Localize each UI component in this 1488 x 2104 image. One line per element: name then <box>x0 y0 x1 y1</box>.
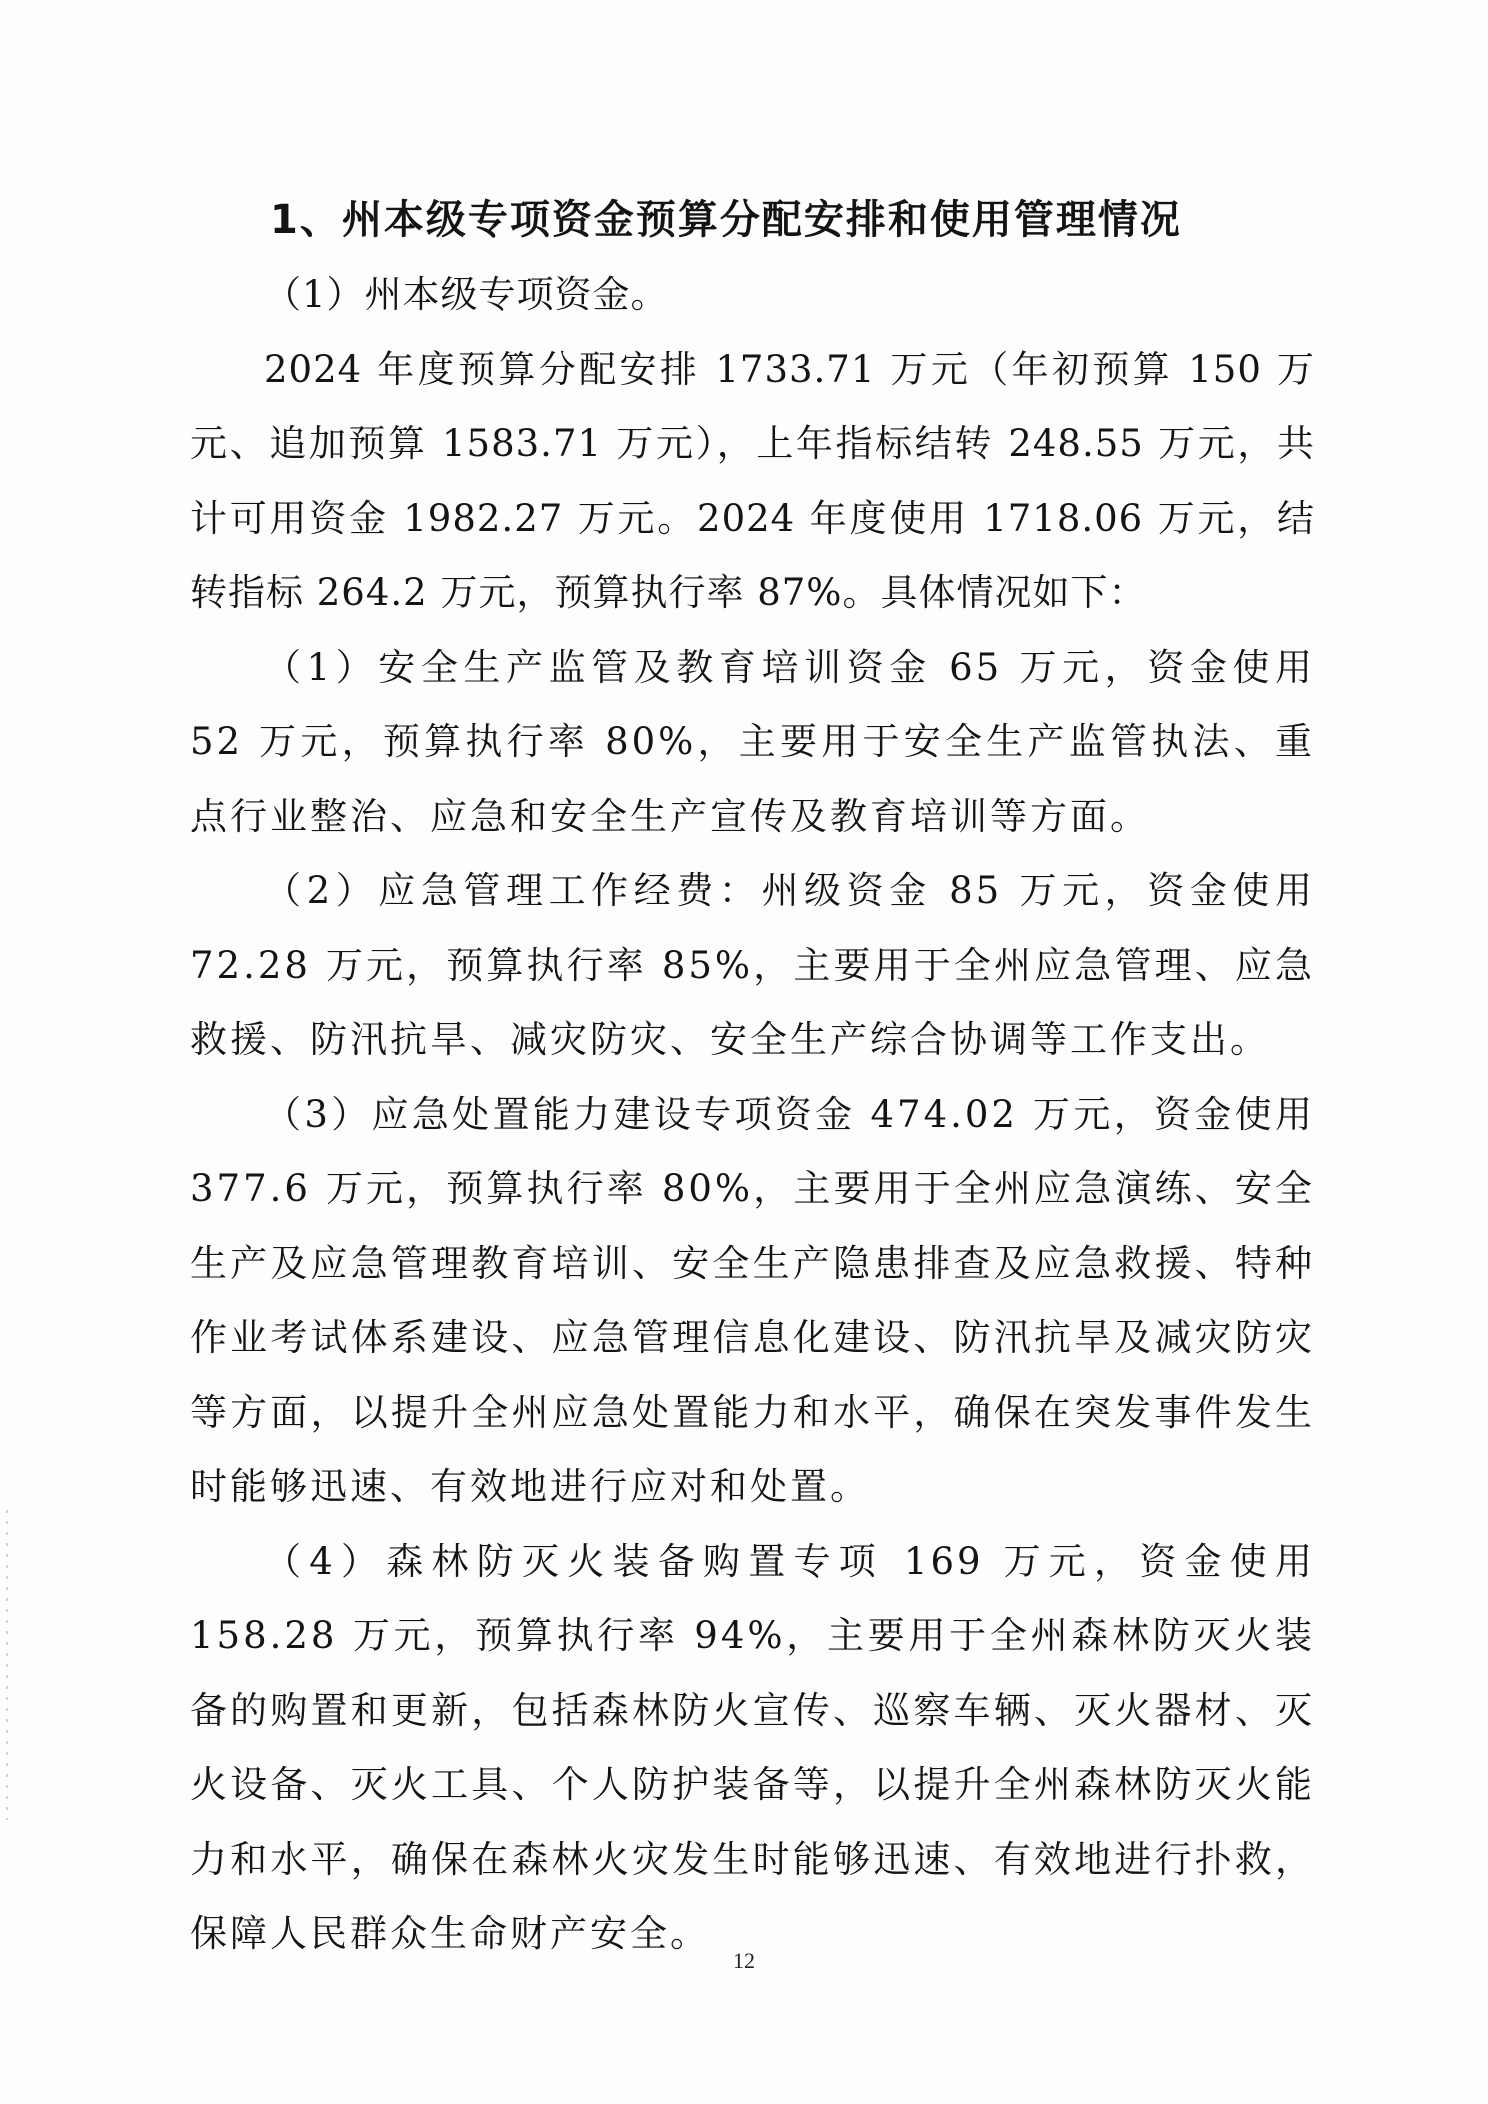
body-text <box>190 258 1315 1972</box>
paragraph-item-4: （4）森林防灭火装备购置专项 169 万元，资金使用 158.28 万元，预算执行率 94%，主要用于全州森林防灭火装备的购置和更新，包括森林防火宣传、巡察车辆、灭火器材、灭火设备、灭火工具、个人防护装备等，以提升全州森林防灭火能力和水平，确保在森林火灾发生时能够迅速、有效地进行扑救，保障人民群众生命财产安全。 <box>190 1539 1315 1955</box>
section-heading: 1、州本级专项资金预算分配安排和使用管理情况 <box>270 197 1182 243</box>
page-number: 12 <box>733 1948 755 1973</box>
scan-binding-marks <box>6 1510 8 1820</box>
paragraph-item-3: （3）应急处置能力建设专项资金 474.02 万元，资金使用 377.6 万元，预算执行率 80%，主要用于全州应急演练、安全生产及应急管理教育培训、安全生产隐患排查及应急救援、特种作业考试体系建设、应急管理信息化建设、防汛抗旱及减灾防灾等方面，以提升全州应急处置能力和水平，确保在突发事件发生时能够迅速、有效地进行应对和处置。 <box>190 1092 1315 1508</box>
paragraph-overview: 2024 年度预算分配安排 1733.71 万元（年初预算 150 万元、追加预算 1583.71 万元），上年指标结转 248.55 万元，共计可用资金 1982.27 万元。2024 年度使用 1718.06 万元，结转指标 264.2 万元，预算执行率 87%。具体情况如下： <box>190 347 1315 614</box>
paragraph-subheading: （1）州本级专项资金。 <box>264 273 669 316</box>
paragraph-item-2: （2）应急管理工作经费：州级资金 85 万元，资金使用 72.28 万元，预算执行率 85%，主要用于全州应急管理、应急救援、防汛抗旱、减灾防灾、安全生产综合协调等工作支出。 <box>190 869 1315 1061</box>
paragraph-item-1: （1）安全生产监管及教育培训资金 65 万元，资金使用 52 万元，预算执行率 80%，主要用于安全生产监管执法、重点行业整治、应急和安全生产宣传及教育培训等方面。 <box>190 645 1315 838</box>
